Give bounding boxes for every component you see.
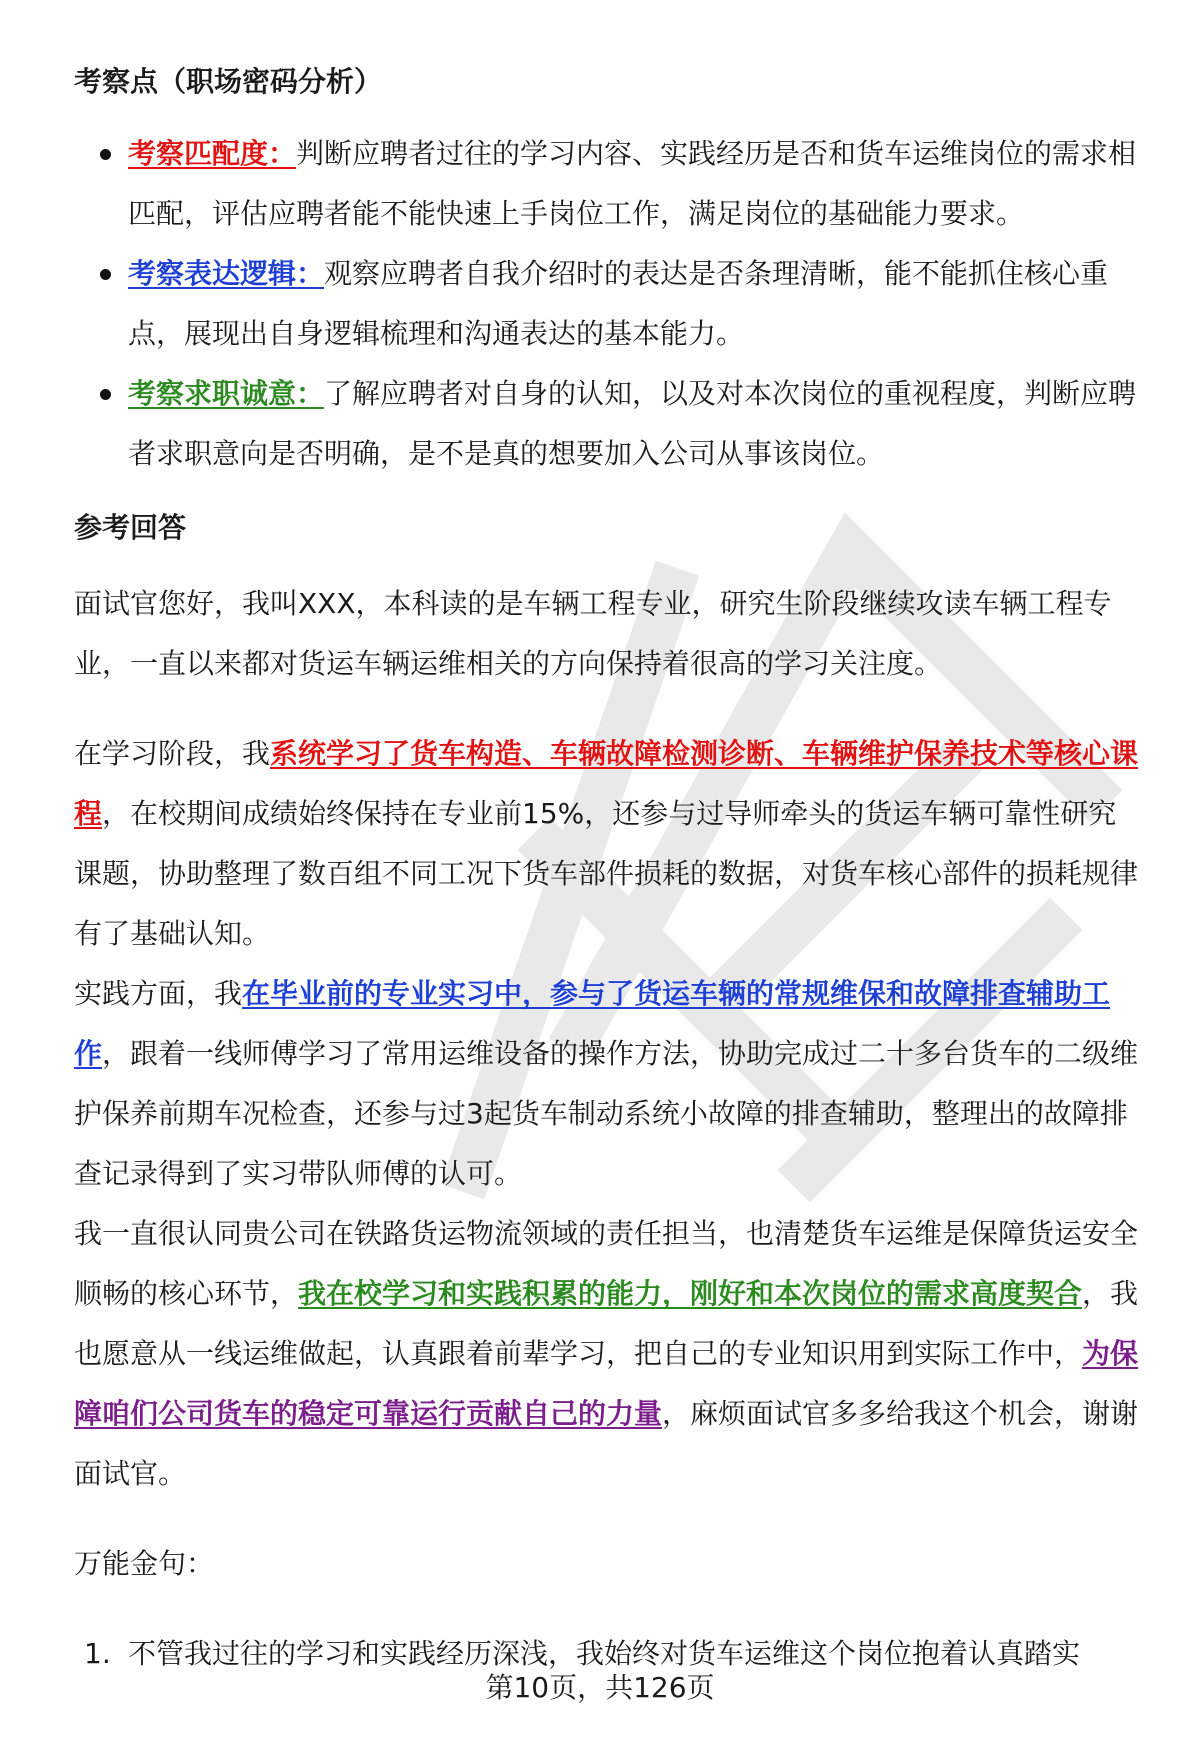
bullet-label-sincerity: 考察求职诚意： (128, 377, 325, 410)
bullet-text-match: 判断应聘者过往的学习内容、实践经历是否和货车运维岗位的需求相匹配，评估应聘者能不能快速上手岗位工作，满足岗位的基础能力要求。 (128, 137, 1137, 230)
bullet-text-logic: 观察应聘者自我介绍时的表达是否条理清晰，能不能抓住核心重点，展现出自身逻辑梳理和沟通表达的基本能力。 (128, 257, 1109, 350)
motivation-text-mid: ，我也愿意从一线运维做起，认真跟着前辈学习，把自己的专业知识用到实际工作中， (74, 1277, 1139, 1370)
practice-text-post: ，跟着一线师傅学习了常用运维设备的操作方法，协助完成过二十多台货车的二级维护保养前期车况检查，还参与过3起货车制动系统小故障的排查辅助，整理出的故障排查记录得到了实习带队师傅的认可。 (74, 1037, 1139, 1190)
golden-sentence-text: 不管我过往的学习和实践经历深浅，我始终对货车运维这个岗位抱着认真踏实 (128, 1637, 1081, 1670)
section-title-exam-points: 考察点（职场密码分析） (74, 65, 383, 98)
motivation-highlight-fit: 我在校学习和实践积累的能力，刚好和本次岗位的需求高度契合 (298, 1277, 1083, 1310)
section-title-reference-answer: 参考回答 (74, 511, 187, 544)
bullet-dot-icon (100, 269, 111, 280)
practice-text-pre: 实践方面，我 (74, 977, 243, 1010)
exam-points-list (74, 124, 1144, 484)
motivation-highlight-contribute: 为保障咱们公司货车的稳定可靠运行贡献自己的力量 (74, 1337, 1139, 1430)
bullet-dot-icon (100, 389, 111, 400)
content-area (74, 52, 1144, 1684)
study-text-pre: 在学习阶段，我 (74, 737, 271, 770)
bullet-dot-icon (100, 149, 111, 160)
list-item (74, 364, 1144, 484)
answer-paragraph-motivation (74, 1204, 1144, 1504)
answer-paragraph-study (74, 724, 1144, 964)
motivation-text-post: ，麻烦面试官多多给我这个机会，谢谢面试官。 (74, 1397, 1139, 1490)
motivation-text-pre: 我一直很认同贵公司在铁路货运物流领域的责任担当，也清楚货车运维是保障货运安全顺畅的核心环节， (74, 1217, 1139, 1310)
study-highlight: 系统学习了货车构造、车辆故障检测诊断、车辆维护保养技术等核心课程 (74, 737, 1139, 830)
list-item (74, 124, 1144, 244)
list-item (74, 244, 1144, 364)
section-title-golden-sentences: 万能金句： (74, 1547, 215, 1580)
answer-paragraph-intro: 面试官您好，我叫XXX，本科读的是车辆工程专业，研究生阶段继续攻读车辆工程专业，一直以来都对货运车辆运维相关的方向保持着很高的学习关注度。 (74, 587, 1112, 680)
study-text-post: ，在校期间成绩始终保持在专业前15%，还参与过导师牵头的货运车辆可靠性研究课题，协助整理了数百组不同工况下货车部件损耗的数据，对货车核心部件的损耗规律有了基础认知。 (74, 797, 1139, 950)
bullet-text-sincerity: 了解应聘者对自身的认知，以及对本次岗位的重视程度，判断应聘者求职意向是否明确，是不是真的想要加入公司从事该岗位。 (128, 377, 1137, 470)
bullet-label-match: 考察匹配度： (128, 137, 297, 170)
practice-highlight: 在毕业前的专业实习中，参与了货运车辆的常规维保和故障排查辅助工作 (74, 977, 1111, 1070)
page-number-footer: 第10页，共126页 (485, 1671, 715, 1704)
bullet-label-logic: 考察表达逻辑： (128, 257, 325, 290)
list-number: 1. (84, 1637, 111, 1670)
answer-paragraph-practice (74, 964, 1144, 1204)
